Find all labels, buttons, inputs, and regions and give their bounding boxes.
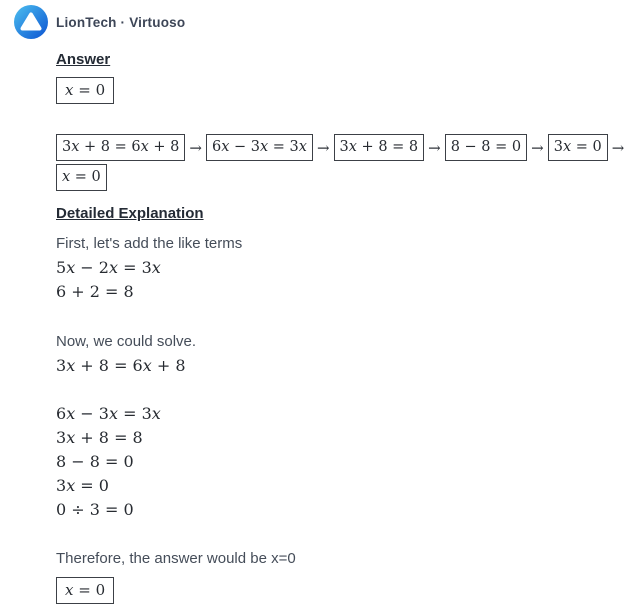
step-box: 3x = 0 [548,134,608,161]
arrow-right-icon: → [189,138,202,157]
solution-steps [56,402,625,522]
app-avatar [14,5,48,39]
step-box: 6x − 3x = 3x [206,134,313,161]
arrow-right-icon: → [428,138,441,157]
final-answer-row [56,577,625,604]
arrow-right-icon: → [531,138,544,157]
step-box: 3x + 8 = 6x + 8 [56,134,185,161]
step-box: x = 0 [56,164,107,191]
math-line: 0 ÷ 3 = 0 [56,500,134,519]
arrow-right-icon: → [316,138,330,157]
math-line: 8 − 8 = 0 [56,452,134,471]
explanation-heading: Detailed Explanation [56,205,204,222]
solve-text: Now, we could solve. [56,333,197,350]
math-line: 3x = 0 [56,476,109,495]
triangle-up-icon [14,5,48,39]
steps-chain-row-2 [56,164,625,191]
answer-heading: Answer [56,51,111,68]
final-answer-box: x = 0 [56,577,114,604]
explanation-intro: First, let's add the like terms [56,235,243,252]
conclusion-text: Therefore, the answer would be x=0 [56,550,296,567]
answer-box-row [56,77,625,104]
math-line: 5x − 2x = 3x [56,258,161,277]
math-line: 6x − 3x = 3x [56,404,161,423]
step-box: 8 − 8 = 0 [445,134,527,161]
math-line: 3x + 8 = 8 [56,428,143,447]
math-line: 6 + 2 = 8 [56,282,134,301]
answer-box: x = 0 [56,77,114,104]
app-title: LionTech · Virtuoso [56,14,186,30]
math-line: 3x + 8 = 6x + 8 [56,356,186,375]
arrow-right-icon: → [611,138,625,157]
steps-chain-row-1 [56,134,625,161]
step-box: 3x + 8 = 8 [334,134,425,161]
